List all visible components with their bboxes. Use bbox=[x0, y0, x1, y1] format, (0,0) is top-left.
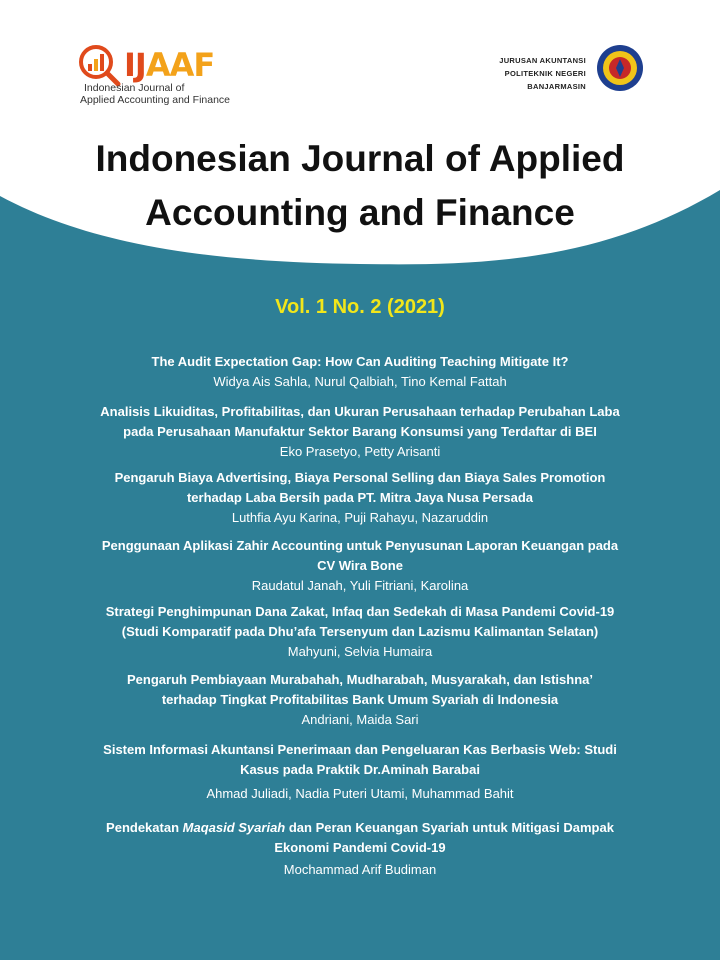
article-title: Sistem Informasi Akuntansi Penerimaan dan Pengeluaran Kas Berbasis Web: Studi bbox=[103, 742, 617, 757]
article-title: Penggunaan Aplikasi Zahir Accounting untuk Penyusunan Laporan Keuangan pada bbox=[101, 538, 619, 553]
article-item bbox=[60, 402, 660, 462]
article-title: The Audit Expectation Gap: How Can Auditing Teaching Mitigate It? bbox=[151, 354, 569, 369]
article-item bbox=[60, 740, 660, 804]
volume-label: Vol. 1 No. 2 (2021) bbox=[275, 296, 445, 318]
institution-name: JURUSAN AKUNTANSI POLITEKNIK NEGERI BANJARMASIN bbox=[499, 56, 586, 91]
article-title: Pendekatan Maqasid Syariah dan Peran Keuangan Syariah untuk Mitigasi Dampak bbox=[106, 820, 614, 835]
logo-subtitle: Indonesian Journal of Applied Accounting and Finance bbox=[80, 82, 231, 106]
logo-wordmark: IJAAF bbox=[124, 46, 215, 84]
article-title: Ekonomi Pandemi Covid-19 bbox=[274, 840, 446, 855]
article-item bbox=[60, 536, 660, 596]
article-title: terhadap Laba Bersih pada PT. Mitra Jaya Nusa Persada bbox=[186, 490, 534, 505]
article-authors: Ahmad Juliadi, Nadia Puteri Utami, Muhammad Bahit bbox=[206, 786, 514, 801]
article-item bbox=[60, 602, 660, 662]
article-title: (Studi Komparatif pada Dhu’afa Tersenyum dan Lazismu Kalimantan Selatan) bbox=[121, 624, 599, 639]
journal-logo bbox=[72, 42, 272, 106]
article-item bbox=[60, 670, 660, 730]
article-item bbox=[60, 468, 660, 528]
article-title: Kasus pada Praktik Dr.Aminah Barabai bbox=[240, 762, 480, 777]
article-title: CV Wira Bone bbox=[317, 558, 403, 573]
article-title: Analisis Likuiditas, Profitabilitas, dan Ukuran Perusahaan terhadap Perubahan Laba bbox=[100, 404, 620, 419]
article-title: Strategi Penghimpunan Dana Zakat, Infaq dan Sedekah di Masa Pandemi Covid-19 bbox=[105, 604, 615, 619]
article-title: terhadap Tingkat Profitabilitas Bank Umum Syariah di Indonesia bbox=[161, 692, 559, 707]
polytechnic-seal-icon bbox=[596, 44, 644, 92]
article-item bbox=[60, 352, 660, 392]
article-title-italic: Maqasid Syariah bbox=[182, 820, 286, 835]
article-item bbox=[60, 818, 660, 880]
article-authors: Mahyuni, Selvia Humaira bbox=[287, 644, 433, 659]
article-authors: Mochammad Arif Budiman bbox=[283, 862, 437, 877]
article-authors: Widya Ais Sahla, Nurul Qalbiah, Tino Kemal Fattah bbox=[213, 374, 507, 389]
article-authors: Raudatul Janah, Yuli Fitriani, Karolina bbox=[251, 578, 469, 593]
article-title: pada Perusahaan Manufaktur Sektor Barang Konsumsi yang Terdaftar di BEI bbox=[123, 424, 597, 439]
article-authors: Luthfia Ayu Karina, Puji Rahayu, Nazaruddin bbox=[231, 510, 489, 525]
article-authors: Eko Prasetyo, Petty Arisanti bbox=[279, 444, 441, 459]
article-authors: Andriani, Maida Sari bbox=[301, 712, 419, 727]
article-title: Pengaruh Pembiayaan Murabahah, Mudharabah, Musyarakah, dan Istishna’ bbox=[127, 672, 593, 687]
article-title: Pengaruh Biaya Advertising, Biaya Personal Selling dan Biaya Sales Promotion bbox=[114, 470, 606, 485]
cover-title: Indonesian Journal of Applied Accounting and Finance bbox=[95, 138, 625, 233]
